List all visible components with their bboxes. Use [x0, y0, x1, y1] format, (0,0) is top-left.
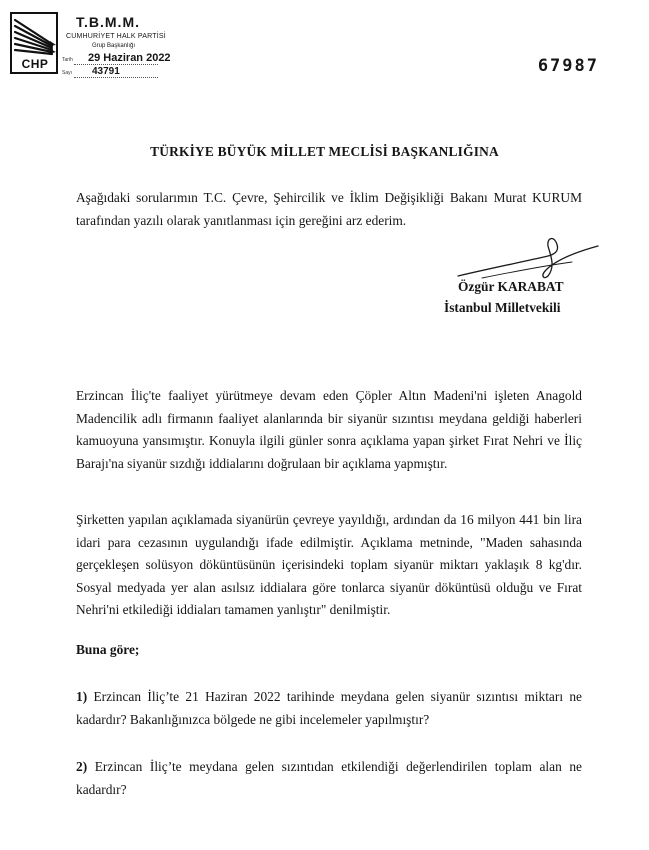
- question-2: [76, 756, 582, 801]
- signatory-title: İstanbul Milletvekili: [444, 300, 561, 315]
- stamp-group: Grup Başkanlığı: [92, 43, 136, 49]
- chp-logo: [10, 12, 58, 74]
- stamp-number-line: [74, 77, 158, 78]
- page-title: TÜRKİYE BÜYÜK MİLLET MECLİSİ BAŞKANLIĞINA: [150, 144, 499, 159]
- stamp-title: T.B.M.M.: [76, 14, 140, 30]
- buna-gore-label: Buna göre;: [76, 642, 140, 657]
- body-paragraph-2: Şirketten yapılan açıklamada siyanürün çevreye yayıldığı, ardından da 16 milyon 441 bin lira idari para cezasının uygulandığı ifade edilmiştir. Açıklama metninde, "Maden sahasında gerçekleşen solüsyon döküntüsünün içerisindeki toplam siyanür miktarı yaklaşık 8 kg'dır. Sosyal medyada yer alan asılsız iddialara göre tonlarca siyanür döküntüsü olduğu ve Fırat Nehri'ni etkilediği iddiaları tamamen yanlıştır" denilmiştir.: [76, 512, 582, 618]
- question-1: [76, 686, 582, 731]
- stamp-number-value: 43791: [92, 66, 120, 77]
- handwritten-signature: [452, 232, 602, 284]
- question-2-text: Erzincan İliç’te meydana gelen sızıntıdan etkilendiği değerlendirilen toplam alan ne kadardır?: [76, 759, 582, 797]
- question-2-number: 2): [76, 759, 88, 774]
- intro-paragraph: Aşağıdaki sorularımın T.C. Çevre, Şehircilik ve İklim Değişikliği Bakanı Murat KURUM tarafından yazılı olarak yanıtlanması için gereğini arz ederim.: [76, 190, 582, 228]
- signatory-name: Özgür KARABAT: [458, 279, 564, 294]
- question-1-text: Erzincan İliç’te 21 Haziran 2022 tarihinde meydana gelen siyanür sızıntısı miktarı ne kadardır? Bakanlığınızca bölgede ne gibi incelemeler yapılmıştır?: [76, 689, 582, 727]
- chp-logo-text: CHP: [21, 57, 49, 71]
- stamp-date-line: [74, 64, 158, 65]
- body-paragraph-1: Erzincan İliç'te faaliyet yürütmeye devam eden Çöpler Altın Madeni'ni işleten Anagold Madencilik adlı firmanın faaliyet alanlarında bir siyanür sızıntısı meydana geldiği haberleri kamuoyuna yansımıştır. Konuyla ilgili günler sonra açıklama yapan şirket Fırat Nehri ve İliç Barajı'na siyanür sızdığı iddialarını doğrulaan bir açıklama yapmıştır.: [76, 388, 582, 471]
- tbmm-stamp: [10, 12, 180, 84]
- stamp-party: CUMHURİYET HALK PARTİSİ: [66, 33, 166, 40]
- six-arrows-icon: [12, 14, 56, 58]
- stamp-date-value: 29 Haziran 2022: [88, 52, 171, 64]
- stamp-number-label: Sayı: [62, 70, 73, 76]
- stamp-date-label: Tarih: [62, 57, 73, 63]
- question-1-number: 1): [76, 689, 88, 704]
- document-number: 67987: [537, 56, 599, 76]
